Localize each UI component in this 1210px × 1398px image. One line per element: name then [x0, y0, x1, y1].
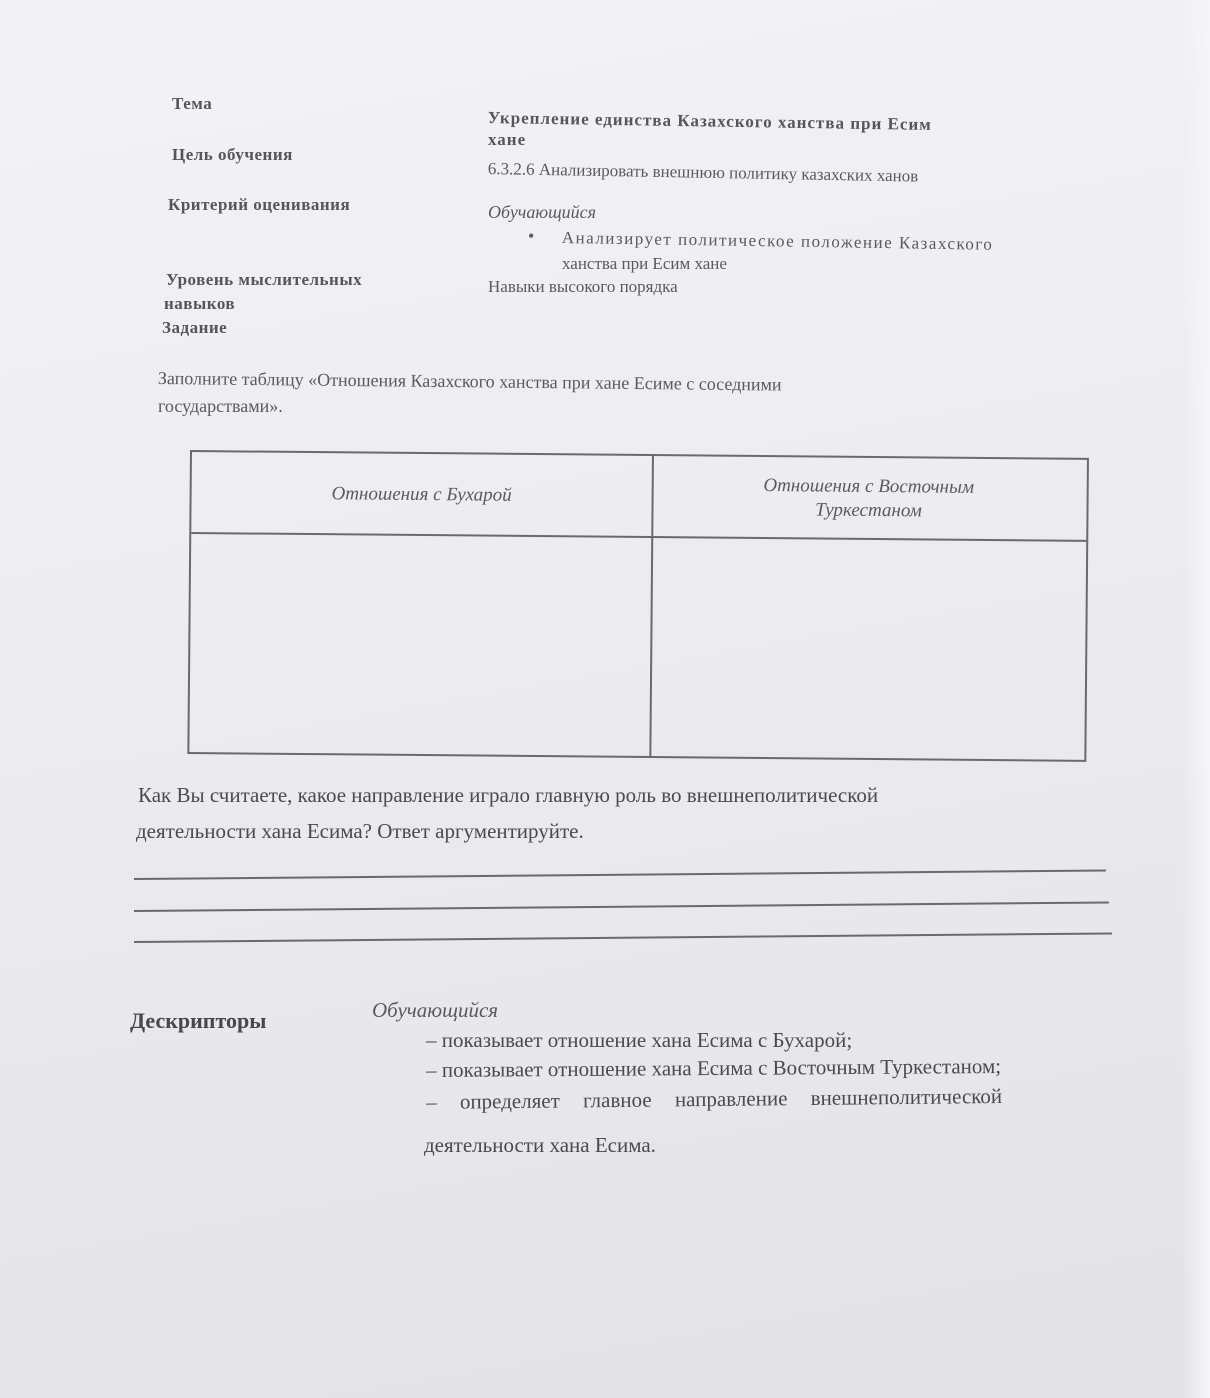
answer-cell-turkestan[interactable] — [651, 538, 1086, 758]
criterion-bullet-line1: Анализирует политическое положение Казахского — [561, 228, 994, 254]
task-label: Задание — [162, 318, 228, 337]
question-line2: деятельности хана Есима? Ответ аргументируйте. — [136, 819, 584, 843]
descriptor-item-2: – показывает отношение хана Есима с Восточным Туркестаном; — [426, 1053, 1002, 1082]
task-instruction-line1: Заполните таблицу «Отношения Казахского ханства при хане Есиме с соседними — [157, 368, 782, 395]
answer-cell-bukhara[interactable] — [189, 534, 651, 754]
level-label-line1: Уровень мыслительных — [166, 270, 363, 289]
descriptor-item-3-line2: деятельности хана Есима. — [424, 1133, 656, 1157]
table-header-turkestan-line1: Отношения с Восточным — [763, 475, 975, 498]
descriptor-item-1: – показывает отношение хана Есима с Бухарой; — [426, 1028, 853, 1052]
topic-value-line1: Укрепление единства Казахского ханства при Есим — [487, 108, 932, 134]
descriptors-subject: Обучающийся — [372, 998, 499, 1022]
task-instruction-line2: государствами». — [158, 396, 283, 416]
relations-table — [187, 450, 1089, 762]
criterion-subject: Обучающийся — [488, 202, 597, 222]
descriptor-item-3-line1: – определяет главное направление внешнеполитической — [426, 1083, 1003, 1114]
goal-label: Цель обучения — [172, 145, 293, 164]
goal-value: 6.3.2.6 Анализировать внешнюю политику казахских ханов — [487, 159, 919, 186]
level-value: Навыки высокого порядка — [488, 277, 678, 296]
criterion-label: Критерий оценивания — [168, 195, 351, 214]
table-header-turkestan-line2: Туркестаном — [815, 499, 922, 522]
descriptors-label: Дескрипторы — [130, 1008, 267, 1033]
level-label-line2: навыков — [164, 294, 236, 313]
paper-edge — [1182, 0, 1210, 1398]
criterion-bullet-line2: ханства при Есим хане — [562, 254, 727, 273]
table-header-bukhara: Отношения с Бухарой — [331, 483, 512, 506]
topic-value-line2: хане — [488, 130, 527, 149]
bullet-icon: • — [528, 226, 535, 246]
question-line1: Как Вы считаете, какое направление играло главную роль во внешнеполитической — [138, 783, 879, 807]
topic-label: Тема — [172, 94, 213, 113]
